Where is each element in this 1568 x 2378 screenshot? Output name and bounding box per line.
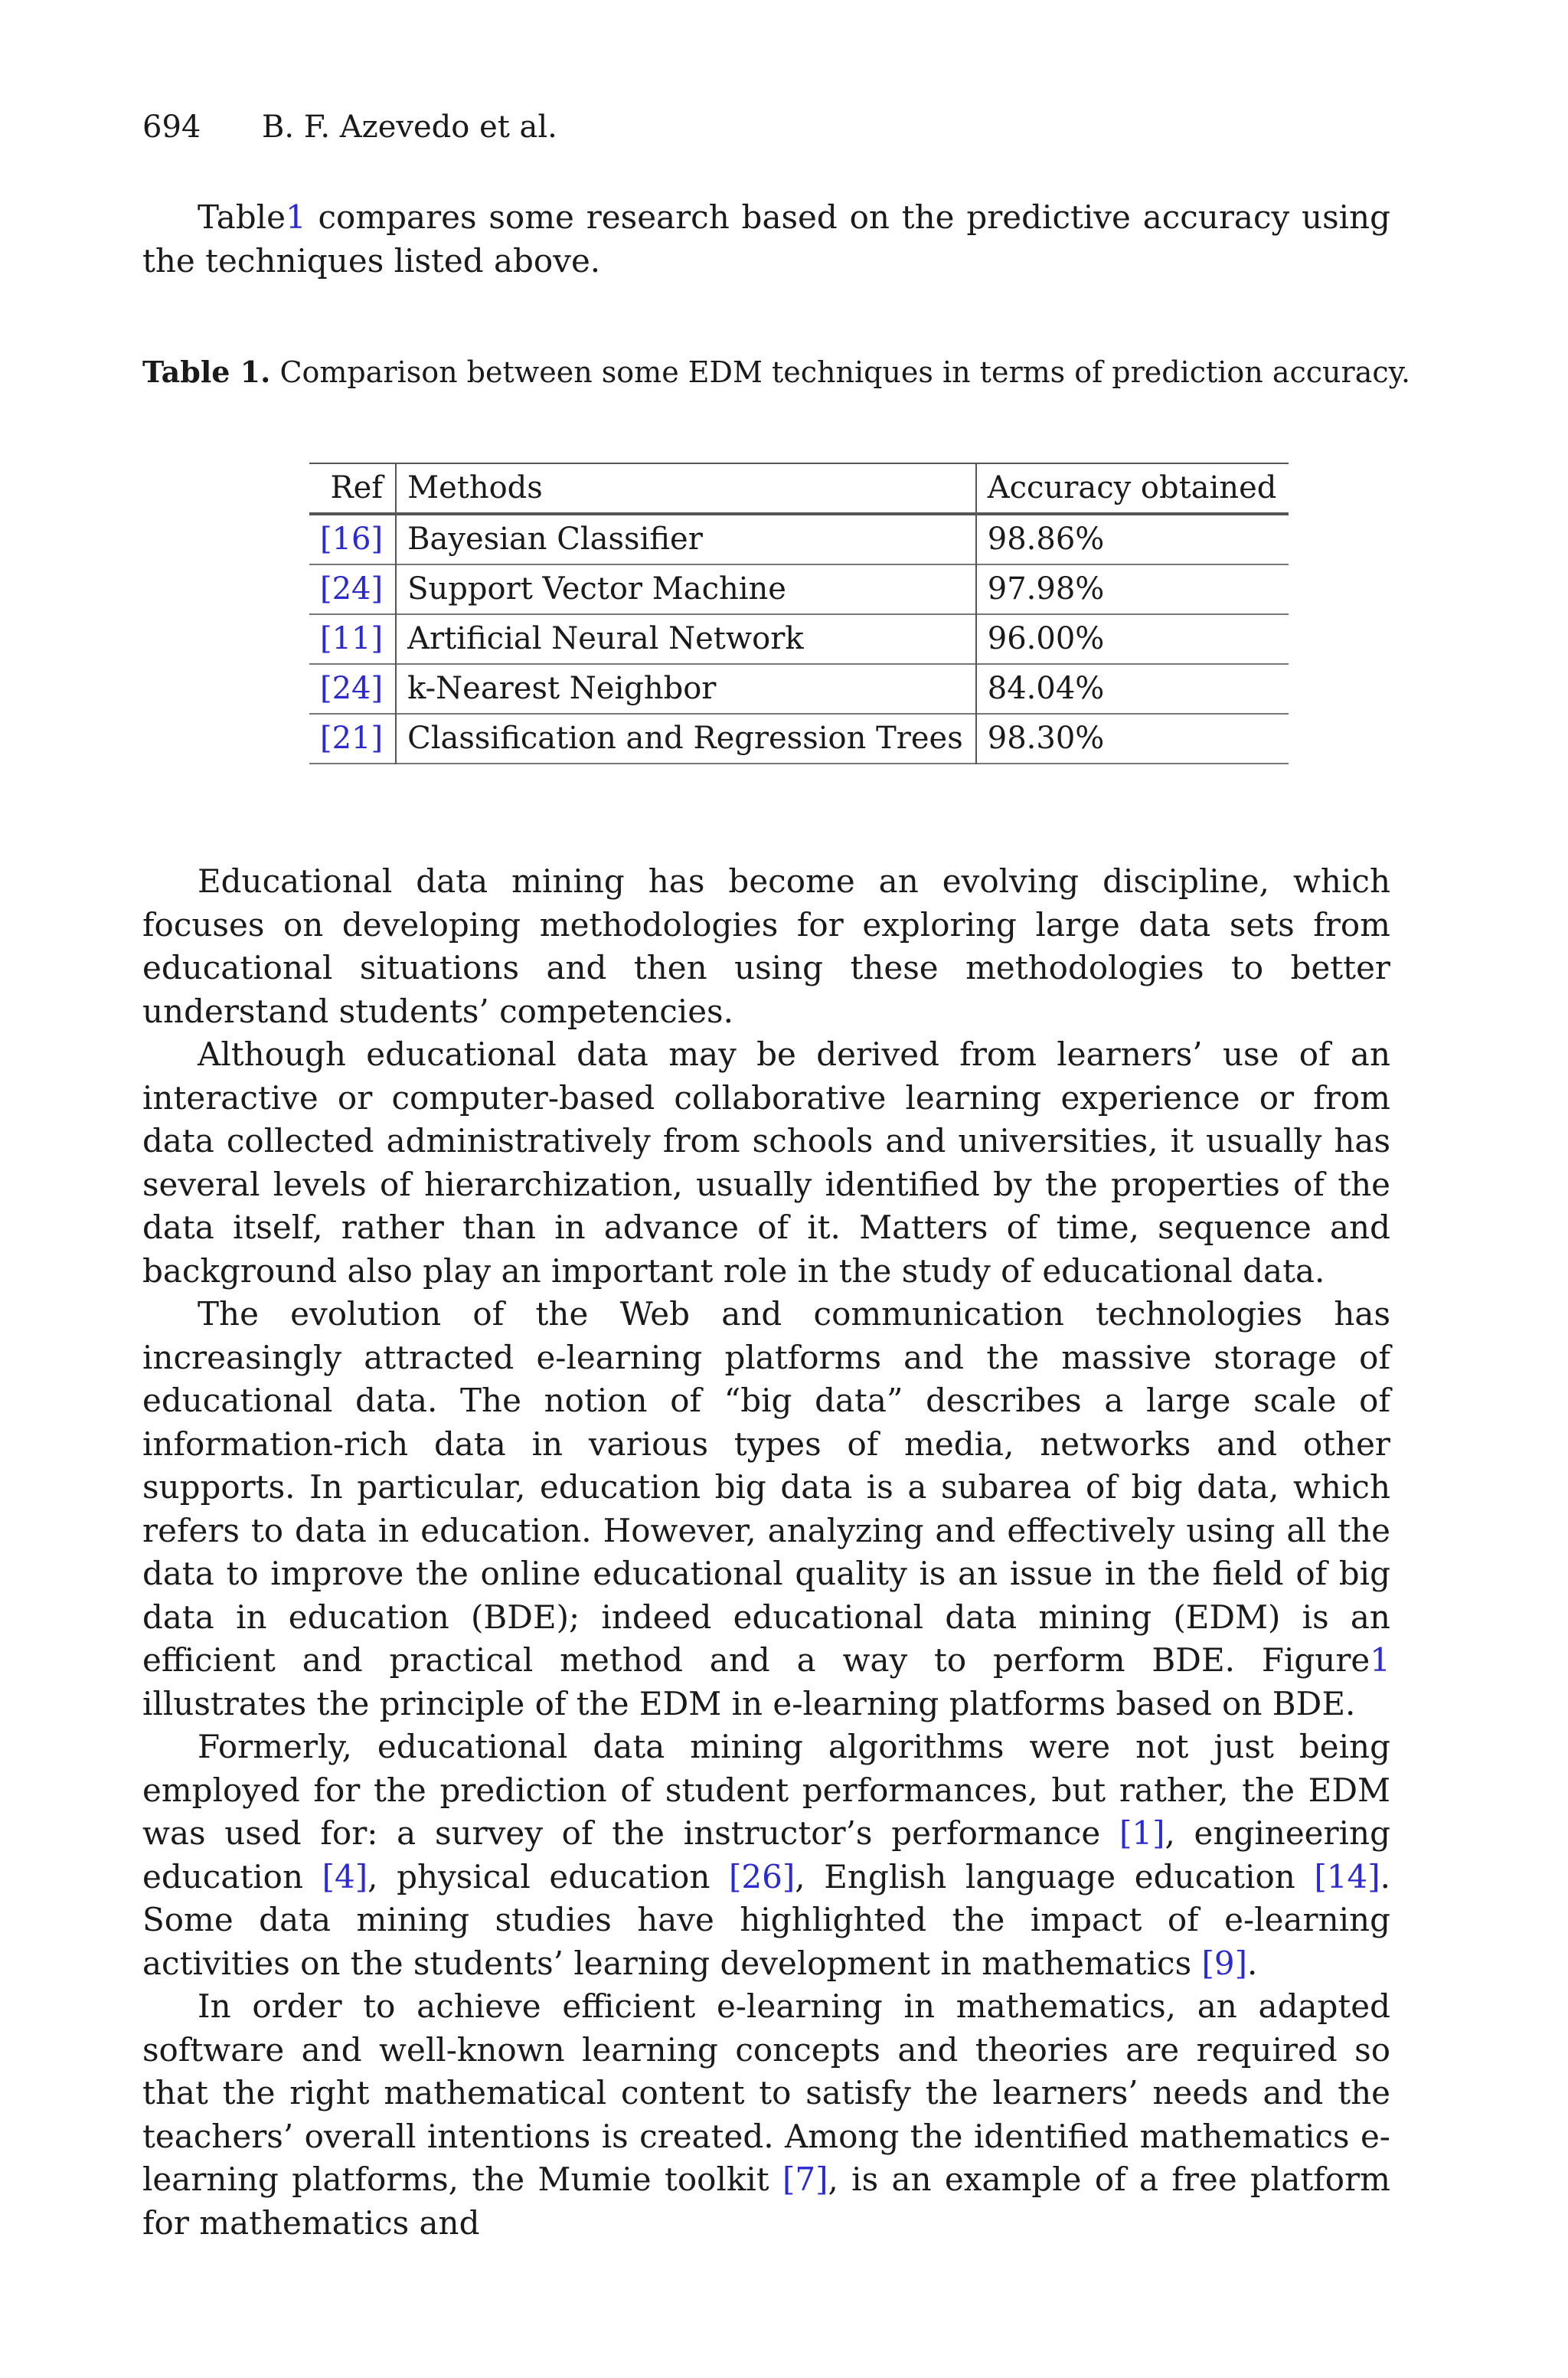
- paragraph-text: , is an example of a free platform for mathematics and: [142, 2160, 1390, 2242]
- row-method: k-Nearest Neighbor: [396, 664, 976, 714]
- row-method: Artificial Neural Network: [396, 614, 976, 664]
- paragraph-text: In order to achieve efficient e-learning in mathematics, an adapted software and well-known learning concepts and theories are required so that the right mathematical content to satisfy the learners’ needs and the teachers’ overall intentions is created. Among the identified mathematics e-learning platforms, the Mumie toolkit: [142, 1987, 1390, 2198]
- row-accuracy: 96.00%: [987, 621, 1105, 656]
- table-header-row: [309, 463, 1289, 514]
- figure-reference-link[interactable]: 1: [1370, 1641, 1390, 1679]
- row-ref-link[interactable]: [21]: [309, 714, 396, 764]
- row-method: Classification and Regression Trees: [396, 714, 976, 764]
- intro-text: [142, 196, 1390, 283]
- paragraph-text: The evolution of the Web and communication technologies has increasingly attracted e-learning platforms and the massive storage of educational data. The notion of “big data” describes a large scale of information-rich data in various types of media, networks and other supports. In particular, education big data is a subarea of big data, which refers to data in education. However, analyzing and effectively using all the data to improve the online educational quality is an issue in the field of big data in education (BDE); indeed educational data mining (EDM) is an efficient and practical method and a way to perform BDE. Figure: [142, 1295, 1390, 1679]
- caption-text: Comparison between some EDM techniques in terms of prediction accuracy.: [270, 355, 1411, 389]
- paragraph-text: .: [1246, 1944, 1258, 1982]
- row-method: Bayesian Classifier: [396, 514, 976, 564]
- paragraph-text: Formerly, educational data mining algorithms were not just being employed for the prediction of student performances, but rather, the EDM was used for: a survey of the instructor’s performance: [142, 1728, 1390, 1852]
- citation-link[interactable]: [7]: [782, 2160, 828, 2198]
- intro-text-start: Table: [198, 198, 286, 236]
- intro-text-end: compares some research based on the predictive accuracy using the techniques listed above.: [142, 198, 1390, 280]
- header-ref: Ref: [309, 463, 396, 514]
- row-accuracy: 98.86%: [987, 522, 1105, 557]
- paragraph-text: , engineering education: [142, 1814, 1390, 1896]
- row-ref-link[interactable]: [24]: [309, 664, 396, 714]
- accuracy-table: [309, 463, 1289, 764]
- citation-link[interactable]: [14]: [1314, 1857, 1380, 1896]
- citation-link[interactable]: [26]: [729, 1857, 795, 1896]
- row-ref-link[interactable]: [24]: [309, 564, 396, 614]
- paragraph-educational-data: Although educational data may be derived from learners’ use of an interactive or computer-based collaborative learning experience or from data collected administratively from schools and universities, it usually has several levels of hierarchization, usually identified by the properties of the data itself, rather than in advance of it. Matters of time, sequence and background also play an important role in the study of educational data.: [142, 1035, 1390, 1290]
- row-accuracy: 97.98%: [987, 571, 1105, 607]
- paragraph-text: , physical education: [368, 1857, 730, 1896]
- citation-link[interactable]: [1]: [1119, 1814, 1165, 1852]
- header-accuracy: Accuracy obtained: [987, 470, 1277, 505]
- table-caption: [142, 352, 1411, 392]
- row-method: Support Vector Machine: [396, 564, 976, 614]
- author-line: B. F. Azevedo et al.: [262, 110, 557, 145]
- citation-link[interactable]: [9]: [1201, 1944, 1247, 1982]
- row-accuracy: 84.04%: [987, 671, 1105, 706]
- paragraph-edm-uses: [142, 1725, 1390, 1985]
- row-ref-link[interactable]: [11]: [309, 614, 396, 664]
- intro-paragraph: [142, 196, 1390, 283]
- table-row: [309, 714, 1289, 764]
- table-row: [309, 564, 1289, 614]
- table-reference-link[interactable]: 1: [285, 198, 306, 236]
- paragraph-edm-discipline: Educational data mining has become an evolving discipline, which focuses on developing methodologies for exploring large data sets from educational situations and then using these methodologies to better understand students’ competencies.: [142, 862, 1390, 1030]
- table-row: [309, 514, 1289, 564]
- table-row: [309, 664, 1289, 714]
- paragraph-text: , English language education: [795, 1857, 1315, 1896]
- header-methods: Methods: [396, 463, 976, 514]
- paragraph-text: . Some data mining studies have highlighted the impact of e-learning activities on the students’ learning development in mathematics: [142, 1857, 1391, 1982]
- paragraph-text: illustrates the principle of the EDM in e-learning platforms based on BDE.: [142, 1684, 1356, 1722]
- table-row: [309, 614, 1289, 664]
- page-number: 694: [142, 110, 201, 145]
- body-text: [142, 860, 1390, 2245]
- citation-link[interactable]: [4]: [322, 1857, 368, 1896]
- paragraph-math-elearning: [142, 1985, 1390, 2245]
- caption-label: Table 1.: [142, 355, 271, 389]
- running-head: [142, 106, 557, 149]
- row-ref-link[interactable]: [16]: [309, 514, 396, 564]
- row-accuracy: 98.30%: [987, 721, 1105, 756]
- paragraph-big-data: [142, 1293, 1390, 1725]
